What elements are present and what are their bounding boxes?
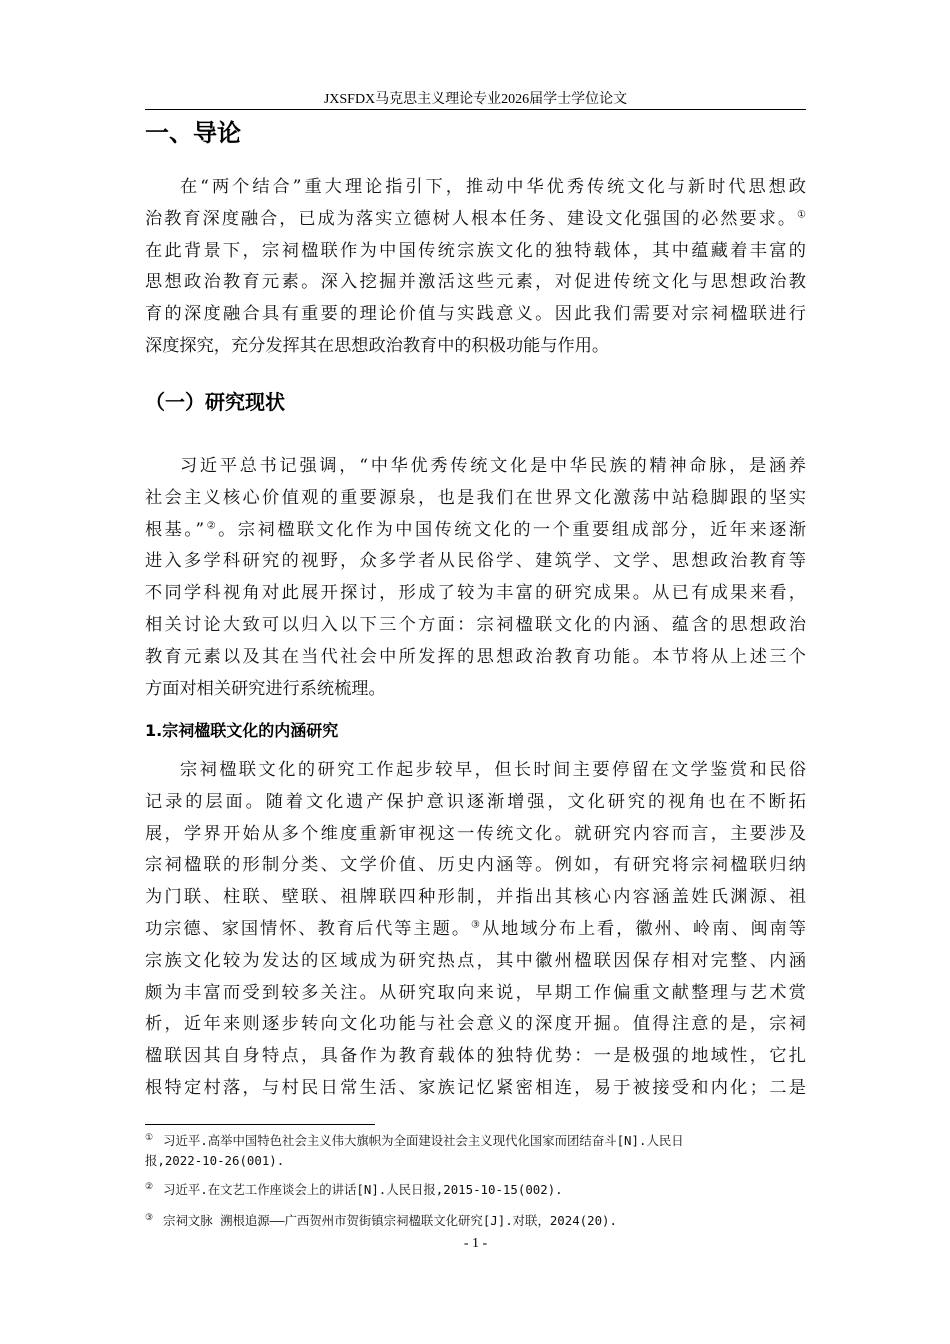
paragraph-line: 根特定村落，与村民日常生活、家族记忆紧密相连，易于被接受和内化；二是: [145, 1077, 806, 1098]
footnote-2: [145, 1180, 806, 1200]
paragraph-line: 宗祠楹联文化的研究工作起步较早，但长时间主要停留在文学鉴赏和民俗: [180, 760, 806, 780]
paragraph-line: 宗族文化较为发达的区域成为研究热点，其中徽州楹联因保存相对完整、内涵: [145, 950, 806, 971]
paragraph-line-text: 。宗祠楹联文化作为中国传统文化的一个重要组成部分，近年来逐渐: [218, 519, 806, 540]
footnote-mark: ②: [145, 1181, 154, 1192]
footnote-text: 习近平.在文艺工作座谈会上的讲话[N].人民日报,2015-10-15(002).: [163, 1182, 563, 1197]
paragraph-line: [145, 204, 806, 236]
footnote-line: [145, 1180, 806, 1200]
paragraph-line: 深度探究，充分发挥其在思想政治教育中的积极功能与作用。: [145, 335, 610, 356]
item-title: 1.宗祠楹联文化的内涵研究: [145, 721, 339, 740]
paragraph-line: 宗祠楹联的形制分类、文学价值、历史内涵等。例如，有研究将宗祠楹联归纳: [145, 855, 806, 876]
subsection-title: （一）研究现状: [145, 390, 285, 414]
paragraph-line: [145, 914, 806, 946]
paragraph-line: 思想政治教育元素。深入挖掘并激活这些元素，对促进传统文化与思想政治教: [145, 272, 806, 293]
paragraph-line: 记录的层面。随着文化遗产保护意识逐渐增强，文化研究的视角也在不断拓: [145, 791, 806, 812]
paragraph-line: 习近平总书记强调，“中华优秀传统文化是中华民族的精神命脉，是涵养: [180, 456, 806, 476]
footnote-mark: ①: [145, 1132, 154, 1143]
paragraph-introduction: [145, 172, 806, 363]
footnote-ref[interactable]: ②: [204, 519, 219, 531]
footnote-line: 报,2022-10-26(001).: [145, 1153, 285, 1168]
paragraph-line: 颇为丰富而受到较多关注。从研究取向来说，早期工作偏重文献整理与艺术赏: [145, 982, 806, 1003]
paragraph-line: [145, 515, 806, 547]
paragraph-line: 在此背景下，宗祠楹联作为中国传统宗族文化的独特载体，其中蕴藏着丰富的: [145, 240, 806, 261]
paragraph-line-text: 根基。”: [145, 519, 205, 540]
running-header: JXSFDX马克思主义理论专业2026届学士学位论文: [323, 92, 628, 107]
page-number: - 1 -: [463, 1236, 488, 1251]
paragraph-line: 相关讨论大致可以归入以下三个方面：宗祠楹联文化的内涵、蕴含的思想政治: [145, 614, 806, 635]
paragraph-research-status: [145, 451, 806, 705]
paragraph-line-text: 从地域分布上看，徽州、岭南、闽南等: [481, 918, 806, 939]
footnote-line: [145, 1211, 806, 1231]
header-rule: [145, 109, 806, 110]
footnote-separator: [145, 1124, 375, 1125]
paragraph-line: 楹联因其自身特点，具备作为教育载体的独特优势：一是极强的地域性，它扎: [145, 1046, 806, 1067]
paragraph-line: 展，学界开始从多个维度重新审视这一传统文化。就研究内容而言，主要涉及: [145, 823, 806, 844]
paragraph-line-text: 治教育深度融合，已成为落实立德树人根本任务、建设文化强国的必然要求。: [145, 208, 798, 229]
paragraph-line: 育的深度融合具有重要的理论价值与实践意义。因此我们需要对宗祠楹联进行: [145, 304, 806, 325]
footnote-1: [145, 1131, 806, 1171]
footnote-line: [145, 1131, 806, 1151]
paragraph-line: 为门联、柱联、壁联、祖牌联四种形制，并指出其核心内容涵盖姓氏渊源、祖: [145, 887, 806, 908]
paragraph-line: 社会主义核心价值观的重要源泉，也是我们在世界文化激荡中站稳脚跟的坚实: [145, 487, 806, 508]
paragraph-line: 不同学科视角对此展开探讨，形成了较为丰富的研究成果。从已有成果来看，: [145, 583, 806, 604]
footnote-text: 宗祠文脉 溯根追源——广西贺州市贺街镇宗祠楹联文化研究[J].对联，2024(20).: [163, 1213, 617, 1228]
paragraph-line: 方面对相关研究进行系统梳理。: [145, 678, 386, 699]
footnote-mark: ③: [145, 1212, 154, 1223]
footnote-ref[interactable]: ①: [797, 209, 806, 221]
footnote-3: [145, 1211, 806, 1231]
footnote-text: 习近平.高举中国特色社会主义伟大旗帜为全面建设社会主义现代化国家而团结奋斗[N].人民日: [163, 1133, 684, 1148]
section-title: 一、导论: [145, 119, 241, 147]
paragraph-line: 教育元素以及其在当代社会中所发挥的思想政治教育功能。本节将从上述三个: [145, 646, 806, 667]
paragraph-line: 析，近年来则逐步转向文化功能与社会意义的深度开掘。值得注意的是，宗祠: [145, 1014, 806, 1035]
paragraph-line: 在“两个结合”重大理论指引下，推动中华优秀传统文化与新时代思想政: [180, 177, 806, 197]
paragraph-line-text: 功宗德、家国情怀、教育后代等主题。: [145, 918, 472, 939]
paragraph-connotation-research: [145, 755, 806, 1105]
footnote-ref[interactable]: ③: [471, 919, 482, 931]
paragraph-line: 进入多学科研究的视野，众多学者从民俗学、建筑学、文学、思想政治教育等: [145, 551, 806, 572]
